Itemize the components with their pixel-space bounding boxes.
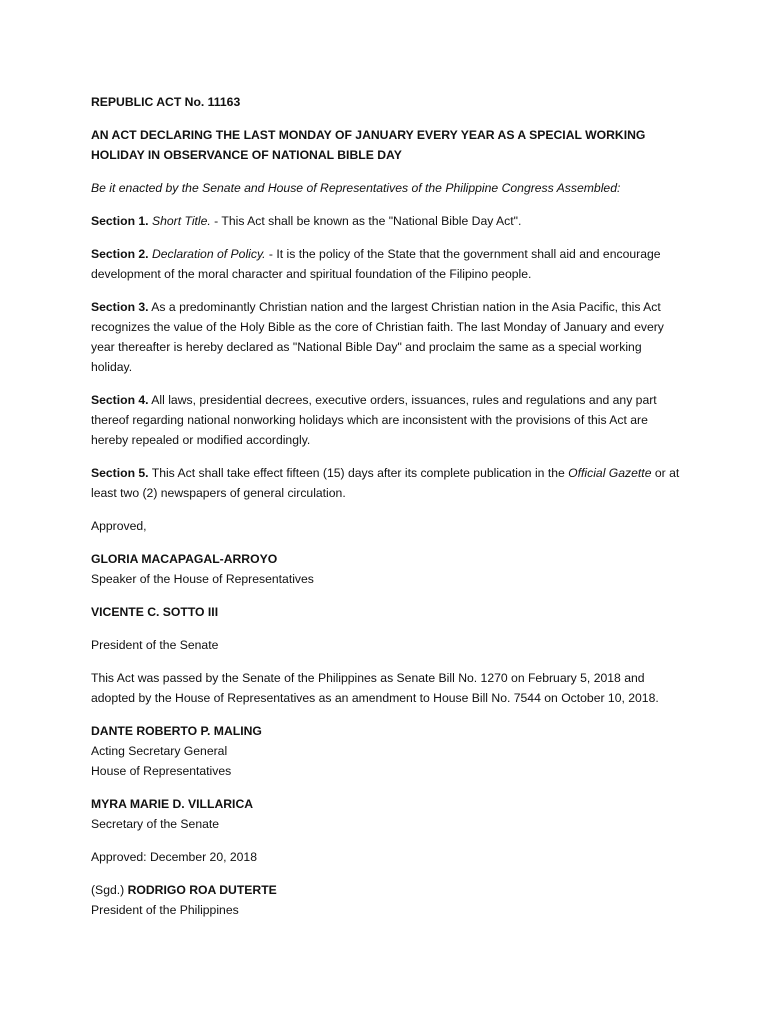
approved-label: Approved,: [91, 519, 147, 533]
section-5-text-after: or at least two (2) newspapers of general circulation.: [91, 466, 680, 500]
section-4: [91, 390, 681, 450]
speaker-title: Speaker of the House of Representatives: [91, 572, 314, 586]
speaker-name: GLORIA MACAPAGAL-ARROYO: [91, 552, 278, 566]
section-2: [91, 244, 681, 284]
official-gazette-text: Official Gazette: [568, 466, 652, 480]
section-3-label: Section 3.: [91, 300, 149, 314]
president-title: President of the Philippines: [91, 903, 239, 917]
senate-president-name: VICENTE C. SOTTO III: [91, 605, 219, 619]
section-4-text: All laws, presidential decrees, executive orders, issuances, rules and regulations and any part thereof regarding national nonworking holidays which are inconsistent with the provisions of this Act are hereby repealed or modified accordingly.: [91, 393, 657, 447]
secretary-general-name: DANTE ROBERTO P. MALING: [91, 724, 262, 738]
president-name: RODRIGO ROA DUTERTE: [127, 883, 277, 897]
senate-secretary-title: Secretary of the Senate: [91, 817, 220, 831]
section-5-text-before: This Act shall take effect fifteen (15) days after its complete publication in the: [151, 466, 569, 480]
section-3: [91, 297, 681, 377]
document-body: [91, 92, 681, 933]
section-5-label: Section 5.: [91, 466, 149, 480]
section-5: [91, 463, 681, 503]
secretary-general-title: Acting Secretary General: [91, 744, 228, 758]
senate-secretary-name: MYRA MARIE D. VILLARICA: [91, 797, 254, 811]
act-number: REPUBLIC ACT No. 11163: [91, 95, 241, 109]
approval-date: Approved: December 20, 2018: [91, 850, 257, 864]
enacting-clause: Be it enacted by the Senate and House of Representatives of the Philippine Congress Assembled:: [91, 181, 621, 195]
section-1: [91, 211, 681, 231]
president-signature-line: [91, 880, 681, 900]
senate-president-title: President of the Senate: [91, 638, 219, 652]
section-1-heading: Short Title.: [151, 214, 211, 228]
section-2-heading: Declaration of Policy.: [151, 247, 266, 261]
act-title: AN ACT DECLARING THE LAST MONDAY OF JANUARY EVERY YEAR AS A SPECIAL WORKING HOLIDAY IN OBSERVANCE OF NATIONAL BIBLE DAY: [91, 128, 646, 162]
section-3-text: As a predominantly Christian nation and the largest Christian nation in the Asia Pacific, this Act recognizes the value of the Holy Bible as the core of Christian faith. The last Monday of January and every year thereafter is hereby declared as "National Bible Day" and proclaim the same as a special working holiday.: [91, 300, 664, 374]
section-2-text: - It is the policy of the State that the government shall aid and encourage development of the moral character and spiritual foundation of the Filipino people.: [91, 247, 661, 281]
secretary-general-office: House of Representatives: [91, 764, 232, 778]
section-2-label: Section 2.: [91, 247, 149, 261]
signed-prefix: (Sgd.): [91, 883, 128, 897]
section-1-label: Section 1.: [91, 214, 149, 228]
section-4-label: Section 4.: [91, 393, 149, 407]
section-1-text: - This Act shall be known as the "National Bible Day Act".: [210, 214, 522, 228]
passage-note: This Act was passed by the Senate of the Philippines as Senate Bill No. 1270 on February 5, 2018 and adopted by the House of Representatives as an amendment to House Bill No. 7544 on October 10, 2018.: [91, 671, 659, 705]
